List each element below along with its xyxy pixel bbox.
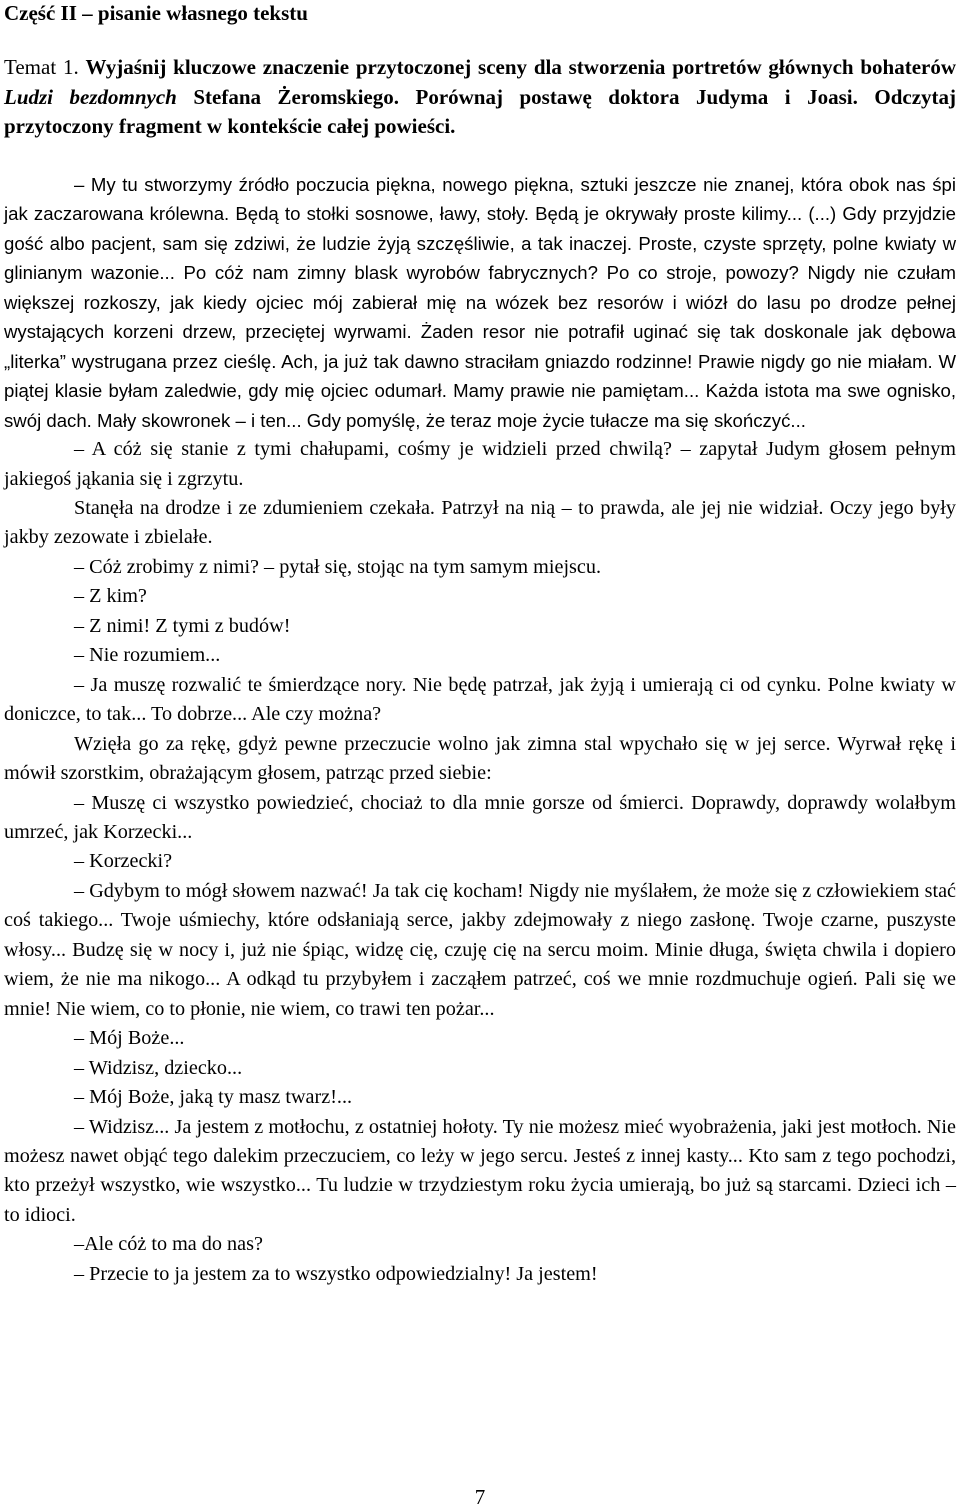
excerpt-paragraph: – Nie rozumiem... — [74, 644, 221, 667]
excerpt-paragraph: – Gdybym to mógł słowem nazwać! Ja tak cię kocham! Nigdy nie myślałem, że może się z człowiekiem stać coś takiego... Twoje uśmiechy, które odsłaniają serce, jakby zdejmowały z niego zasłonę. Twoje czarne, puszyste włosy... Budzę się w nocy i, już nie śpiąc, widzę cię, czuję cię na sercu moim. Minie długa, święta chwila i dopiero wiem, że nie ma nikogo... A odkąd tu przybyłem i zacząłem patrzeć, coś we mnie rozdmuchuje ogień. Pali się we mnie! Nie wiem, co to płonie, nie wiem, co trawi ten pożar... — [4, 879, 956, 1020]
excerpt-paragraph: – Mój Boże... — [74, 1027, 185, 1050]
excerpt-paragraph: – Korzecki? — [74, 850, 173, 873]
excerpt-paragraph: – Przecie to ja jestem za to wszystko odpowiedzialny! Ja jestem! — [74, 1262, 598, 1285]
topic-instruction — [4, 53, 956, 142]
excerpt-paragraph: – Z nimi! Z tymi z budów! — [74, 614, 291, 637]
excerpt-paragraph: – Widzisz... Ja jestem z motłochu, z ostatniej hołoty. Ty nie możesz mieć wyobrażenia, jaki jest motłoch. Nie możesz nawet objąć tego dalekim przeczuciem, co leży w jego sercu. Jesteś z innej kasty... Kto sam z tego pochodzi, kto przeżył wszystko, wie wszystko... Tu ludzie w trzydziestym roku życia umierają, bo już są starcami. Dzieci ich – to idioci. — [4, 1115, 956, 1226]
book-title: Ludzi bezdomnych — [4, 84, 177, 109]
excerpt-paragraph: –Ale cóż to ma do nas? — [74, 1233, 263, 1256]
topic-label: Temat 1. — [4, 55, 86, 79]
topic-text-part1: Wyjaśnij kluczowe znaczenie przytoczonej sceny dla stworzenia portretów głównych bohaterów — [85, 55, 957, 79]
section-heading: Część II – pisanie własnego tekstu — [4, 1, 308, 25]
novel-excerpt — [4, 170, 956, 1289]
excerpt-paragraph: – Mój Boże, jaką ty masz twarz!... — [74, 1086, 353, 1109]
excerpt-paragraph: Stanęła na drodze i ze zdumieniem czekała. Patrzył na nią – to prawda, ale jej nie widział. Oczy jego były jakby zezowate i zbielałe. — [4, 496, 956, 549]
excerpt-paragraph: – Z kim? — [74, 585, 147, 608]
excerpt-paragraph: – Widzisz, dziecko... — [74, 1056, 243, 1079]
excerpt-paragraph: – Ja muszę rozwalić te śmierdzące nory. Nie będę patrzał, jak żyją i umierają ci od cynku. Polne kwiaty w doniczce, to tak... To dobrze... Ale czy można? — [4, 673, 956, 726]
excerpt-paragraph: – A cóż się stanie z tymi chałupami, cośmy je widzieli przed chwilą? – zapytał Judym głosem pełnym jakiegoś jąkania się i zgrzytu. — [4, 438, 956, 490]
page-number: 7 — [474, 1485, 486, 1509]
excerpt-paragraph: – Cóż zrobimy z nimi? – pytał się, stojąc na tym samym miejscu. — [74, 555, 602, 578]
excerpt-paragraph: – My tu stworzymy źródło poczucia piękna, nowego piękna, sztuki jeszcze nie znanej, która obok nas śpi jak zaczarowana królewna. Będą to stołki sosnowe, ławy, stoły. Będą je okrywały proste kilimy... (...) Gdy przyjdzie gość albo pacjent, sam się zdziwi, że ludzie żyją szczęśliwie, a tak inaczej. Proste, czyste sprzęty, polne kwiaty w glinianym wazonie... Po cóż nam zimny blask wyrobów fabrycznych? Po co stroje, powozy? Nigdy nie czułam większej rozkoszy, jak kiedy ojciec mój zabierał mię na wózek bez resorów i wiózł do lasu po drodze pełnej wystających korzeni drzew, przeciętej wyrwami. Żaden resor nie potrafił uginać się tak doskonale jak dębowa „literka” wystrugana przez cieślę. Ach, ja już tak dawno straciłam gniazdo rodzinne! Prawie nigdy go nie miałam. W piątej klasie byłam zaledwie, gdy mię ojciec odumarł. Mamy prawie nie pamiętam... Każda istota ma swe ognisko, swój dach. Mały skowronek – i ten... Gdy pomyślę, że teraz moje życie tułacze ma się skończyć... — [4, 174, 956, 431]
excerpt-paragraph: – Muszę ci wszystko powiedzieć, chociaż to dla mnie gorsze od śmierci. Doprawdy, doprawdy wolałbym umrzeć, jak Korzecki... — [4, 791, 956, 843]
topic-text-part2: Stefana Żeromskiego. Porównaj postawę doktora Judyma i Joasi. Odczytaj przytoczony fragment w kontekście całej powieści. — [4, 84, 957, 138]
excerpt-paragraph: Wzięła go za rękę, gdyż pewne przeczucie wolno jak zimna stal wpychało się w jej serce. Wyrwał rękę i mówił szorstkim, obrażającym głosem, patrząc przed siebie: — [4, 732, 956, 785]
